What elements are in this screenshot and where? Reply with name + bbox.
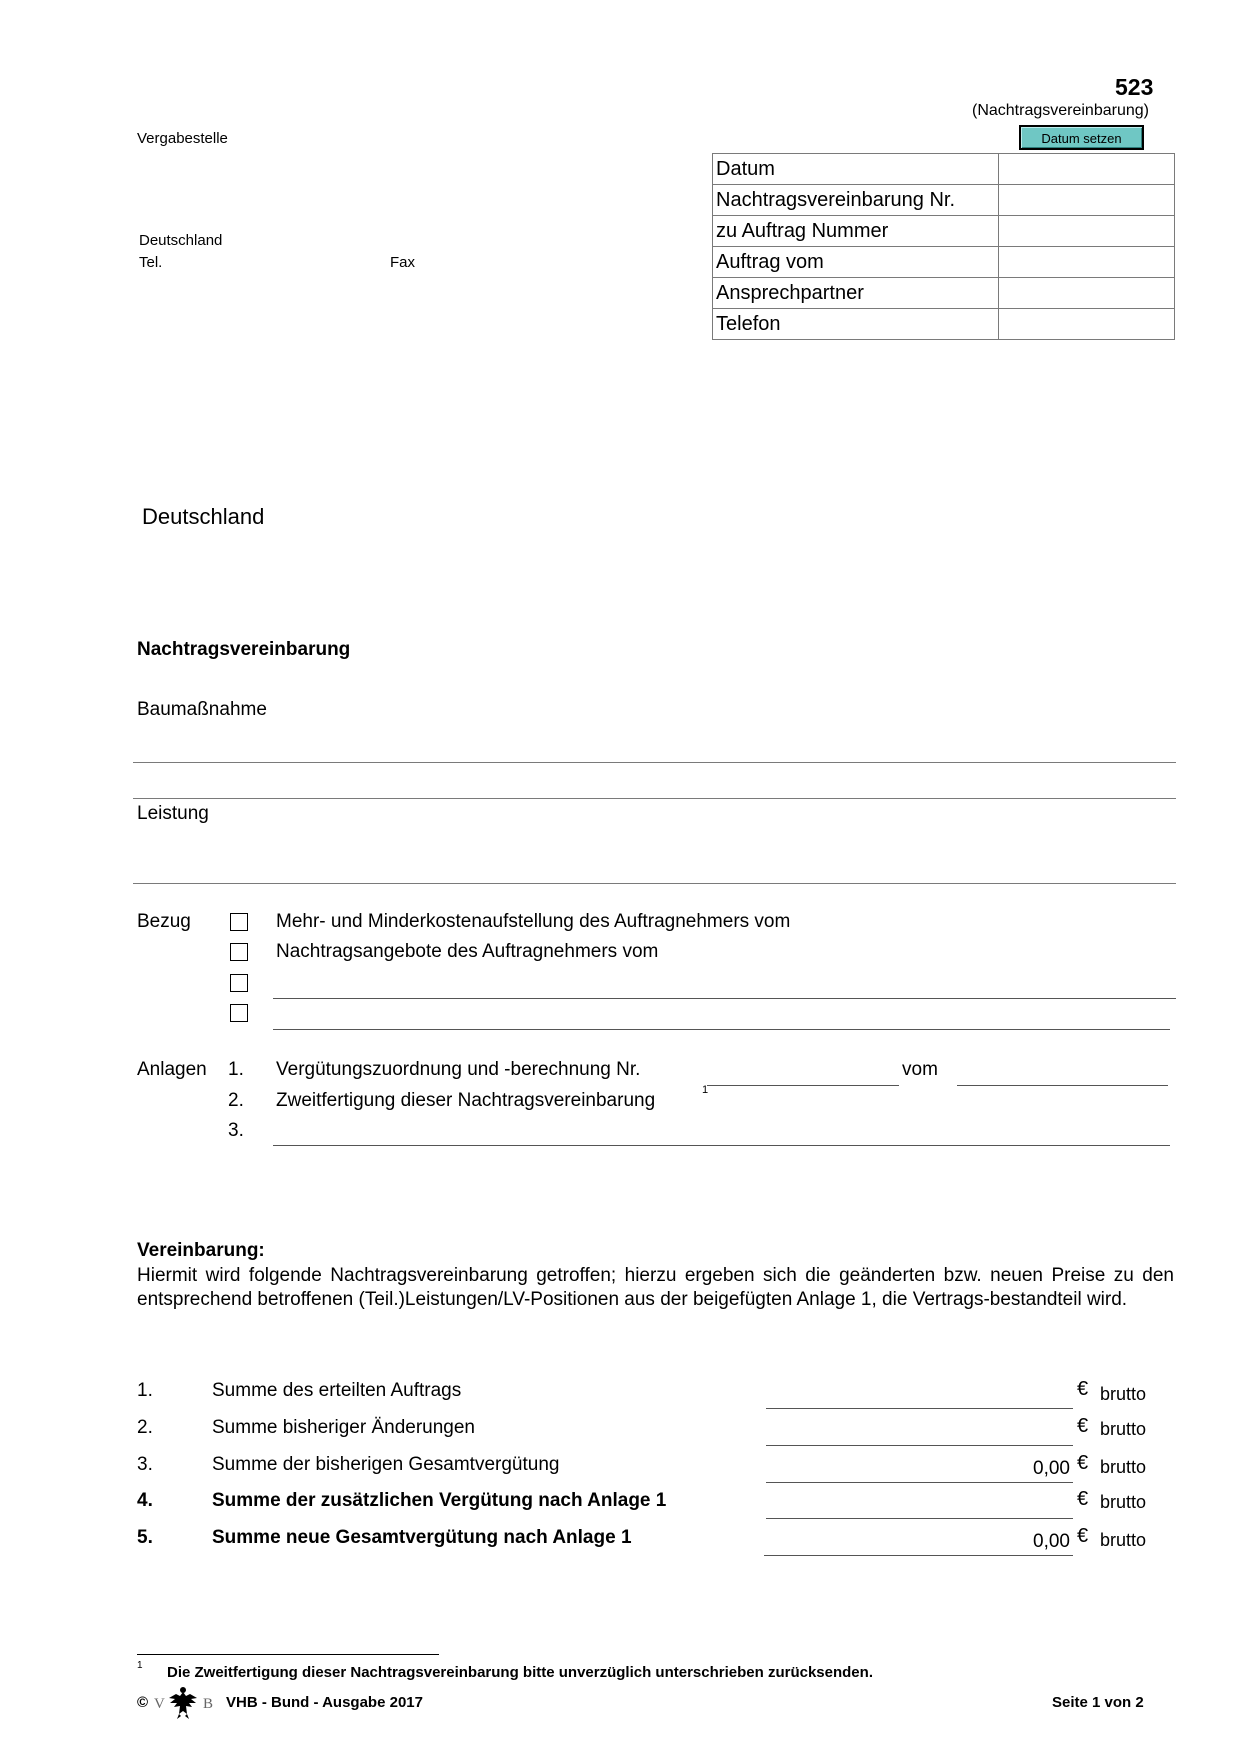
underline	[273, 998, 1176, 999]
underline	[764, 1555, 1073, 1556]
anlage-number: 1.	[228, 1059, 244, 1080]
info-row-datum	[713, 154, 1175, 185]
info-row-auftrag-vom	[713, 247, 1175, 278]
sum-number: 4.	[137, 1490, 153, 1511]
leistung-label: Leistung	[137, 803, 209, 824]
sum-value[interactable]: 0,00	[1033, 1458, 1070, 1479]
bezug-checkbox-4[interactable]	[230, 1004, 248, 1022]
euro-symbol: €	[1077, 1415, 1089, 1437]
baumassnahme-label: Baumaßnahme	[137, 699, 267, 720]
brutto-label: brutto	[1100, 1419, 1147, 1439]
sum-number: 3.	[137, 1454, 153, 1475]
anlage-vom-field[interactable]	[957, 1085, 1168, 1086]
anlage-nr-field[interactable]	[707, 1085, 899, 1086]
underline	[766, 1518, 1073, 1519]
underline	[766, 1482, 1073, 1483]
info-table	[712, 153, 1175, 340]
page-title: Nachtragsvereinbarung	[137, 639, 351, 660]
bezug-checkbox-3[interactable]	[230, 974, 248, 992]
recipient-country: Deutschland	[142, 504, 265, 529]
sum-number: 2.	[137, 1417, 153, 1438]
svg-text:B: B	[203, 1696, 213, 1712]
brutto-label: brutto	[1100, 1530, 1147, 1550]
bezug-option-text: Nachtragsangebote des Auftragnehmers vom	[276, 941, 659, 962]
euro-symbol: €	[1077, 1452, 1089, 1474]
telefon-field[interactable]	[999, 309, 1175, 340]
sender-country: Deutschland	[139, 232, 223, 249]
euro-symbol: €	[1077, 1488, 1089, 1510]
vhb-eagle-logo	[153, 1684, 213, 1720]
underline	[766, 1408, 1073, 1409]
info-row-auftrag-nummer	[713, 216, 1175, 247]
footnote-text: Die Zweitfertigung dieser Nachtragsvereinbarung bitte unverzüglich unterschrieben zurücksenden.	[167, 1664, 873, 1681]
sum-value[interactable]: 0,00	[1033, 1531, 1070, 1552]
vereinbarung-text: Hiermit wird folgende Nachtragsvereinbarung getroffen; hierzu ergeben sich die geänderten bzw. neuen Preise zu den entsprechend betroffenen (Teil.)Leistungen/LV-Positionen aus der beigefügten Anlage 1, die Vertrags-bestandteil wird.	[137, 1265, 1174, 1310]
baumassnahme-field[interactable]	[137, 728, 1167, 758]
bezug-option-text: Mehr- und Minderkostenaufstellung des Auftragnehmers vom	[276, 911, 791, 932]
euro-symbol: €	[1077, 1525, 1089, 1547]
info-label: Telefon	[713, 309, 999, 340]
bezug-label: Bezug	[137, 911, 191, 932]
anlage-number: 2.	[228, 1090, 244, 1111]
footnote-marker: 1	[702, 1084, 709, 1096]
info-label: Auftrag vom	[713, 247, 999, 278]
divider	[133, 762, 1176, 763]
anlage-number: 3.	[228, 1120, 244, 1141]
auftrag-vom-field[interactable]	[999, 247, 1175, 278]
fax-label: Fax	[390, 254, 416, 271]
info-row-ansprechpartner	[713, 278, 1175, 309]
anlage-text: Vergütungszuordnung und -berechnung Nr.	[276, 1059, 641, 1080]
info-row-nachtrag-nr	[713, 185, 1175, 216]
underline	[766, 1445, 1073, 1446]
form-number: 523	[1115, 74, 1154, 100]
info-row-telefon	[713, 309, 1175, 340]
vereinbarung-heading: Vereinbarung:	[137, 1240, 265, 1261]
underline	[273, 1145, 1170, 1146]
leistung-field[interactable]	[137, 830, 1167, 880]
sum-label: Summe der bisherigen Gesamtvergütung	[212, 1454, 560, 1475]
anlage-text: Zweitfertigung dieser Nachtragsvereinbarung	[276, 1090, 656, 1111]
edition-text: VHB - Bund - Ausgabe 2017	[226, 1694, 423, 1711]
tel-label: Tel.	[139, 254, 163, 271]
brutto-label: brutto	[1100, 1384, 1147, 1404]
bezug-checkbox-1[interactable]	[230, 913, 248, 931]
auftrag-nummer-field[interactable]	[999, 216, 1175, 247]
svg-text:V: V	[154, 1696, 165, 1712]
brutto-label: brutto	[1100, 1492, 1147, 1512]
bezug-other-field-2[interactable]	[273, 1000, 1170, 1028]
anlage-3-field[interactable]	[273, 1115, 1170, 1143]
page-number: Seite 1 von 2	[1052, 1694, 1144, 1711]
sum-label: Summe der zusätzlichen Vergütung nach Anlage 1	[212, 1490, 667, 1511]
info-label: Ansprechpartner	[713, 278, 999, 309]
footnote-rule	[137, 1654, 439, 1655]
sum-label: Summe des erteilten Auftrags	[212, 1380, 462, 1401]
datum-field[interactable]	[999, 154, 1175, 185]
form-subtitle: (Nachtragsvereinbarung)	[972, 102, 1149, 119]
info-label: Nachtragsvereinbarung Nr.	[713, 185, 999, 216]
sum-label: Summe neue Gesamtvergütung nach Anlage 1	[212, 1527, 632, 1548]
anlagen-label: Anlagen	[137, 1059, 207, 1080]
sum-label: Summe bisheriger Änderungen	[212, 1417, 475, 1438]
bezug-other-field-1[interactable]	[273, 968, 1176, 996]
ansprechpartner-field[interactable]	[999, 278, 1175, 309]
nachtragsvereinbarung-nr-field[interactable]	[999, 185, 1175, 216]
info-label: Datum	[713, 154, 999, 185]
divider	[133, 883, 1176, 884]
divider	[133, 798, 1176, 799]
brutto-label: brutto	[1100, 1457, 1147, 1477]
underline	[273, 1029, 1170, 1030]
sum-number: 5.	[137, 1527, 153, 1548]
euro-symbol: €	[1077, 1378, 1089, 1400]
anlage-vom-label: vom	[902, 1059, 938, 1080]
copyright-symbol: ©	[137, 1694, 149, 1711]
info-label: zu Auftrag Nummer	[713, 216, 999, 247]
datum-setzen-button[interactable]: Datum setzen	[1019, 125, 1144, 150]
bezug-checkbox-2[interactable]	[230, 943, 248, 961]
sum-number: 1.	[137, 1380, 153, 1401]
vergabestelle-label: Vergabestelle	[137, 130, 228, 147]
footnote-marker: 1	[137, 1660, 143, 1671]
